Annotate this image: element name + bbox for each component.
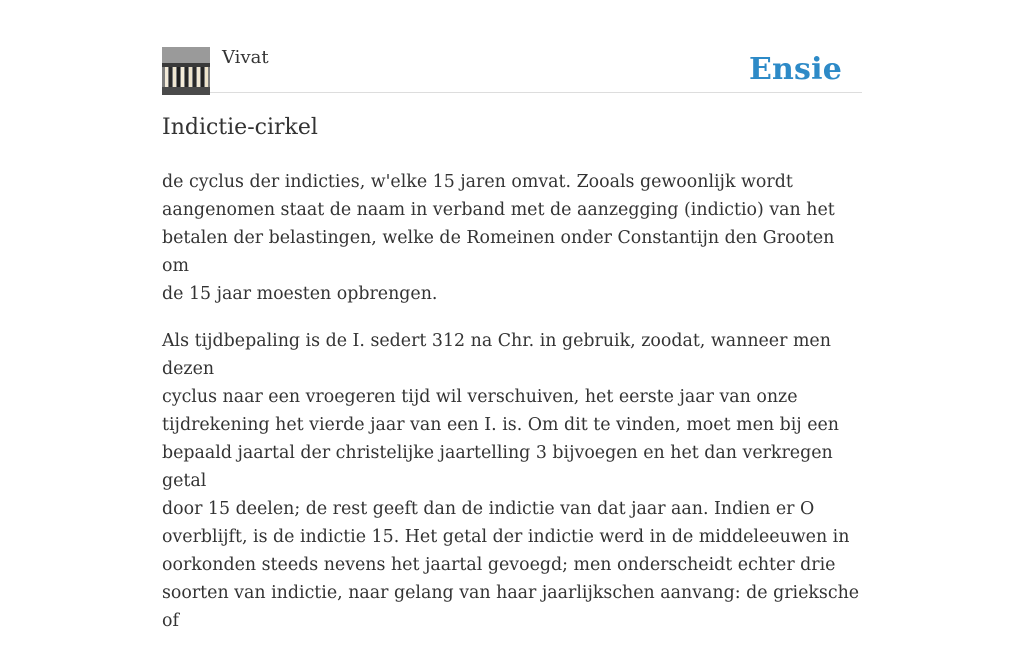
brand-logo[interactable]: Ensie <box>748 52 842 87</box>
book-spines-avatar-icon[interactable] <box>162 47 210 95</box>
paragraph-2: Als tijdbepaling is de I. sedert 312 na Chr. in gebruik, zoodat, wanneer men dezen cyclus naar een vroegeren tijd wil verschuiven, het eerste jaar van onze tijdrekening het vierde jaar van een I. is. Om dit te vinden, moet men bij een bepaald jaartal der christelijke jaartelling 3 bijvoegen en het dan verkregen getal door 15 deelen; de rest geeft dan de indictie van dat jaar aan. Indien er O overblijft, is de indictie 15. Het getal der indictie werd in de middeleeuwen in oorkonden steeds nevens het jaartal gevoegd; men onderscheidt echter drie soorten van indictie, naar gelang van haar jaarlijkschen aanvang: de grieksche of <box>162 331 860 631</box>
site-header <box>162 46 862 93</box>
article-body <box>162 168 862 654</box>
source-name[interactable]: Vivat <box>222 47 269 68</box>
paragraph-1: de cyclus der indicties, w'elke 15 jaren omvat. Zooals gewoonlijk wordt aangenomen staat de naam in verband met de aanzegging (indictio) van het betalen der belastingen, welke de Romeinen onder Constantijn den Grooten om de 15 jaar moesten opbrengen. <box>162 172 835 304</box>
page-title: Indictie-cirkel <box>162 115 318 140</box>
